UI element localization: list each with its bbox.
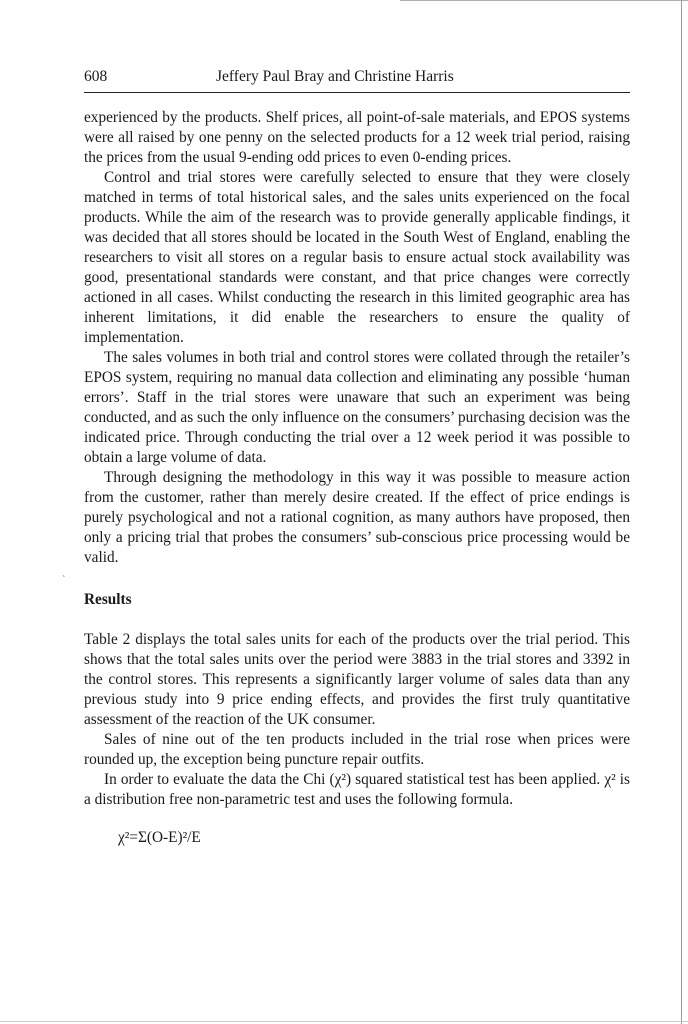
page-number: 608	[84, 68, 108, 85]
paragraph-store-selection: Control and trial stores were carefully selected to ensure that they were closely matched in terms of total historical sales, and the sales units experienced on the focal products. While the aim of the research was to provide generally applicable findings, it was decided that all stores should be located in the South West of England, enabling the researchers to visit all stores on a regular basis to ensure actual stock availability was good, presentational standards were constant, and that price changes were correctly actioned in all cases. Whilst conducting the research in this limited geographic area has inherent limitations, it did enable the researchers to ensure the quality of implementation.	[84, 169, 630, 346]
chi-squared-formula: χ²=Σ(O-E)²/E	[118, 829, 201, 846]
paragraph-sales-volumes: The sales volumes in both trial and control stores were collated through the retailer’s EPOS system, requiring no manual data collection and eliminating any possible ‘human errors’. Staff in the trial stores were unaware that such an experiment was being conducted, and as such the only influence on the consumers’ purchasing decision was the indicated price. Through conducting the trial over a 12 week period it was possible to obtain a large volume of data.	[84, 349, 630, 466]
paragraph-chi-squared: In order to evaluate the data the Chi (χ²) squared statistical test has been applied. χ² is a distribution free non-parametric test and uses the following formula.	[84, 771, 630, 808]
paragraph-sales-rose: Sales of nine out of the ten products included in the trial rose when prices were rounded up, the exception being puncture repair outfits.	[84, 731, 630, 768]
running-title: Jeffery Paul Bray and Christine Harris	[216, 68, 454, 85]
section-heading-results: Results	[84, 591, 132, 608]
paragraph-continuation: experienced by the products. Shelf prices, all point-of-sale materials, and EPOS systems were all raised by one penny on the selected products for a 12 week trial period, raising the prices from the usual 9-ending odd prices to even 0-ending prices.	[84, 109, 630, 166]
paragraph-table-2: Table 2 displays the total sales units for each of the products over the trial period. This shows that the total sales units over the period were 3883 in the trial stores and 3392 in the control stores. This represents a significantly larger volume of sales data than any previous study into 9 price ending effects, and provides the first truly quantitative assessment of the reaction of the UK consumer.	[84, 631, 630, 728]
scan-edge-bottom	[0, 1021, 688, 1022]
stray-mark: `	[62, 575, 66, 586]
scan-edge-top	[400, 0, 688, 1]
paragraph-methodology: Through designing the methodology in this way it was possible to measure action from the customer, rather than merely desire created. If the effect of price endings is purely psychological and not a rational cognition, as many authors have proposed, then only a pricing trial that probes the consumers’ sub-conscious price processing would be valid.	[84, 469, 630, 566]
article-body	[84, 108, 630, 848]
scan-edge-right	[681, 0, 682, 1024]
running-header	[84, 66, 630, 93]
